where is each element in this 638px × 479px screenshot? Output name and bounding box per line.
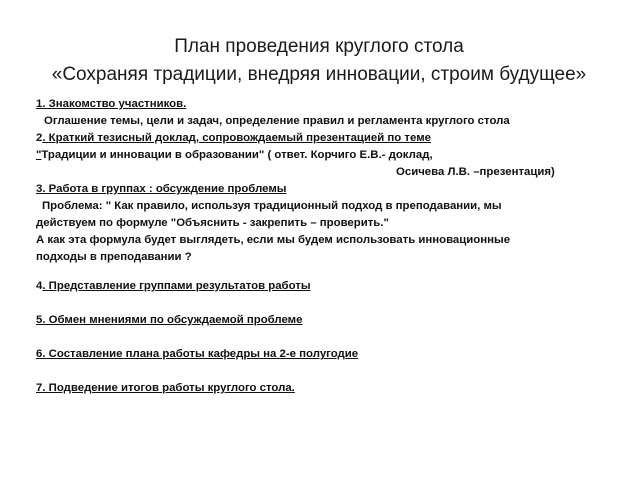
item-6: 6. Составление плана работы кафедры на 2-е полугодие — [36, 348, 359, 360]
spacer — [36, 329, 596, 346]
item-4-text: . Представление группами результатов работы — [42, 280, 311, 292]
item-3-problem-4: подходы в преподавании ? — [36, 251, 192, 263]
item-2-detail-text: Традиции и инновации в образовании" ( ответ. Корчиго Е.В.- доклад, — [41, 149, 433, 161]
item-4 — [36, 278, 596, 295]
item-4-number: 4 — [36, 280, 43, 292]
item-3-problem-2: действуем по формуле "Объяснить - закрепить – проверить." — [36, 217, 389, 229]
spacer — [36, 295, 596, 312]
item-2 — [36, 130, 596, 147]
item-2-detail-2: Осичева Л.В. –презентация) — [396, 166, 555, 178]
item-1: 1. Знакомство участников. — [36, 98, 187, 110]
title-line-2: «Сохраняя традиции, внедряя инновации, строим будущее» — [51, 64, 587, 85]
item-5: 5. Обмен мнениями по обсуждаемой проблеме — [36, 314, 303, 326]
item-2-detail-1 — [36, 147, 596, 164]
spacer — [36, 363, 596, 380]
spacer — [36, 266, 596, 278]
item-2-text: . Краткий тезисный доклад, сопровождаемый презентацией по теме — [42, 132, 431, 144]
item-3: 3. Работа в группах : обсуждение проблемы — [36, 183, 287, 195]
item-7: 7. Подведение итогов работы круглого стола. — [36, 382, 295, 394]
plan-list — [36, 96, 596, 397]
item-3-problem-1: Проблема: " Как правило, используя традиционный подход в преподавании, мы — [42, 200, 502, 212]
item-2-number: 2 — [36, 132, 43, 144]
item-3-problem-3: А как эта формула будет выглядеть, если мы будем использовать инновационные — [36, 234, 511, 246]
slide-title — [0, 33, 638, 89]
item-1-detail: Оглашение темы, цели и задач, определение правил и регламента круглого стола — [44, 115, 510, 127]
item-2-quote: " — [36, 149, 42, 161]
title-line-1: План проведения круглого стола — [174, 36, 464, 57]
